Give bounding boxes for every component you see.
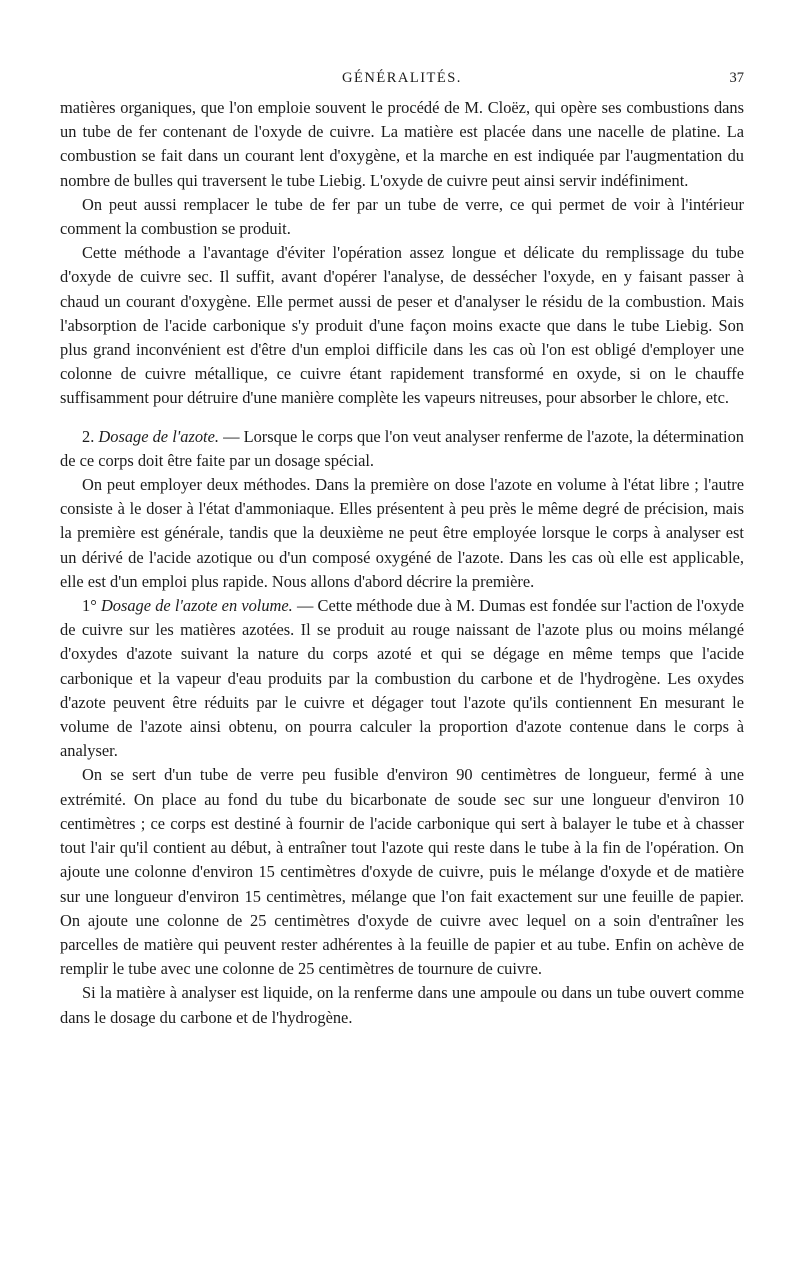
- paragraph: matières organiques, que l'on emploie souvent le procédé de M. Cloëz, qui opère ses combustions dans un tube de fer contenant de l'oxyde de cuivre. La matière est placée dans une nacelle de platine. La combustion se fait dans un courant lent d'oxygène, et la marche en est indiquée par l'augmentation du nombre de bulles qui traversent le tube Liebig. L'oxyde de cuivre peut ainsi servir indéfiniment.: [60, 98, 744, 190]
- paragraph: Cette méthode a l'avantage d'éviter l'opération assez longue et délicate du remplissage du tube d'oxyde de cuivre sec. Il suffit, avant d'opérer l'analyse, de dessécher l'oxyde, en y faisant passer à chaud un courant d'oxygène. Elle permet aussi de peser et d'analyser le résidu de la combustion. Mais l'absorption de l'acide carbonique s'y produit d'une façon moins exacte que dans le tube Liebig. Son plus grand inconvénient est d'être d'un emploi difficile dans les cas où l'on est obligé d'employer une colonne de cuivre métallique, ce cuivre étant rapidement transformé en oxyde, si on le chauffe suffisamment pour détruire d'une manière complète les vapeurs nitreuses, pour absorber le chlore, etc.: [60, 243, 744, 408]
- paragraph: Si la matière à analyser est liquide, on la renferme dans une ampoule ou dans un tube ouvert comme dans le dosage du carbone et de l'hydrogène.: [60, 983, 744, 1027]
- subsection-number: 1°: [82, 596, 97, 616]
- section-text: — Lorsque le corps que l'on veut analyser renferme de l'azote, la détermination de ce corps doit être faite par un dosage spécial.: [60, 426, 744, 470]
- subsection-text: — Cette méthode due à M. Dumas est fondée sur l'action de l'oxyde de cuivre sur les matières azotées. Il se produit au rouge naissant de l'azote plus ou moins mélangé d'oxydes d'azote suivant la nature du corps azoté et qui se dégage en même temps que l'acide carbonique et la vapeur d'eau produits par la combustion du carbone et de l'hydrogène. Les oxydes d'azote peuvent être réduits par le cuivre et dégager tout l'azote qu'ils contiennent En mesurant le volume de l'azote ainsi obtenu, on pourra calculer la proportion d'azote contenue dans le corps à analyser.: [60, 596, 744, 761]
- page-number: 37: [729, 70, 744, 86]
- paragraph: On peut employer deux méthodes. Dans la première on dose l'azote en volume à l'état libre ; l'autre consiste à le doser à l'état d'ammoniaque. Elles présentent à peu près le même degré de précision, mais la première est générale, tandis que la deuxième ne peut être employée lorsque le corps à analyser est un dérivé de l'acide azotique ou d'un composé oxygéné de l'azote. Dans les cas où elle est applicable, elle est d'un emploi plus rapide. Nous allons d'abord décrire la première.: [60, 475, 744, 591]
- book-page: [60, 70, 744, 1030]
- subsection-paragraph: [60, 594, 744, 763]
- paragraph: On peut aussi remplacer le tube de fer par un tube de verre, ce qui permet de voir à l'intérieur comment la combustion se produit.: [60, 194, 744, 239]
- subsection-title: Dosage de l'azote en volume.: [100, 596, 293, 616]
- section-number: 2.: [82, 426, 95, 446]
- page-header: [60, 70, 744, 96]
- running-title: GÉNÉRALITÉS.: [342, 70, 462, 86]
- body-text: [60, 96, 744, 1030]
- section-paragraph: [60, 425, 744, 473]
- paragraph: On se sert d'un tube de verre peu fusible d'environ 90 centimètres de longueur, fermé à une extrémité. On place au fond du tube du bicarbonate de soude sec sur une longueur d'environ 10 centimètres ; ce corps est destiné à fournir de l'acide carbonique qui sert à balayer le tube et à chasser tout l'air qu'il contient au début, à entraîner tout l'azote qui reste dans le tube à la fin de l'opération. On ajoute une colonne d'environ 15 centimètres d'oxyde de cuivre, puis le mélange d'oxyde et de matière sur une longueur d'environ 15 centimètres, mélange que l'on fait exactement sur une feuille de papier. On ajoute une colonne de 25 centimètres d'oxyde de cuivre avec lequel on a soin d'entraîner les parcelles de matière qui peuvent rester adhérentes à la feuille de papier et au tube. Enfin on achève de remplir le tube avec une colonne de 25 centimètres de tournure de cuivre.: [60, 765, 744, 979]
- section-title: Dosage de l'azote.: [98, 426, 219, 446]
